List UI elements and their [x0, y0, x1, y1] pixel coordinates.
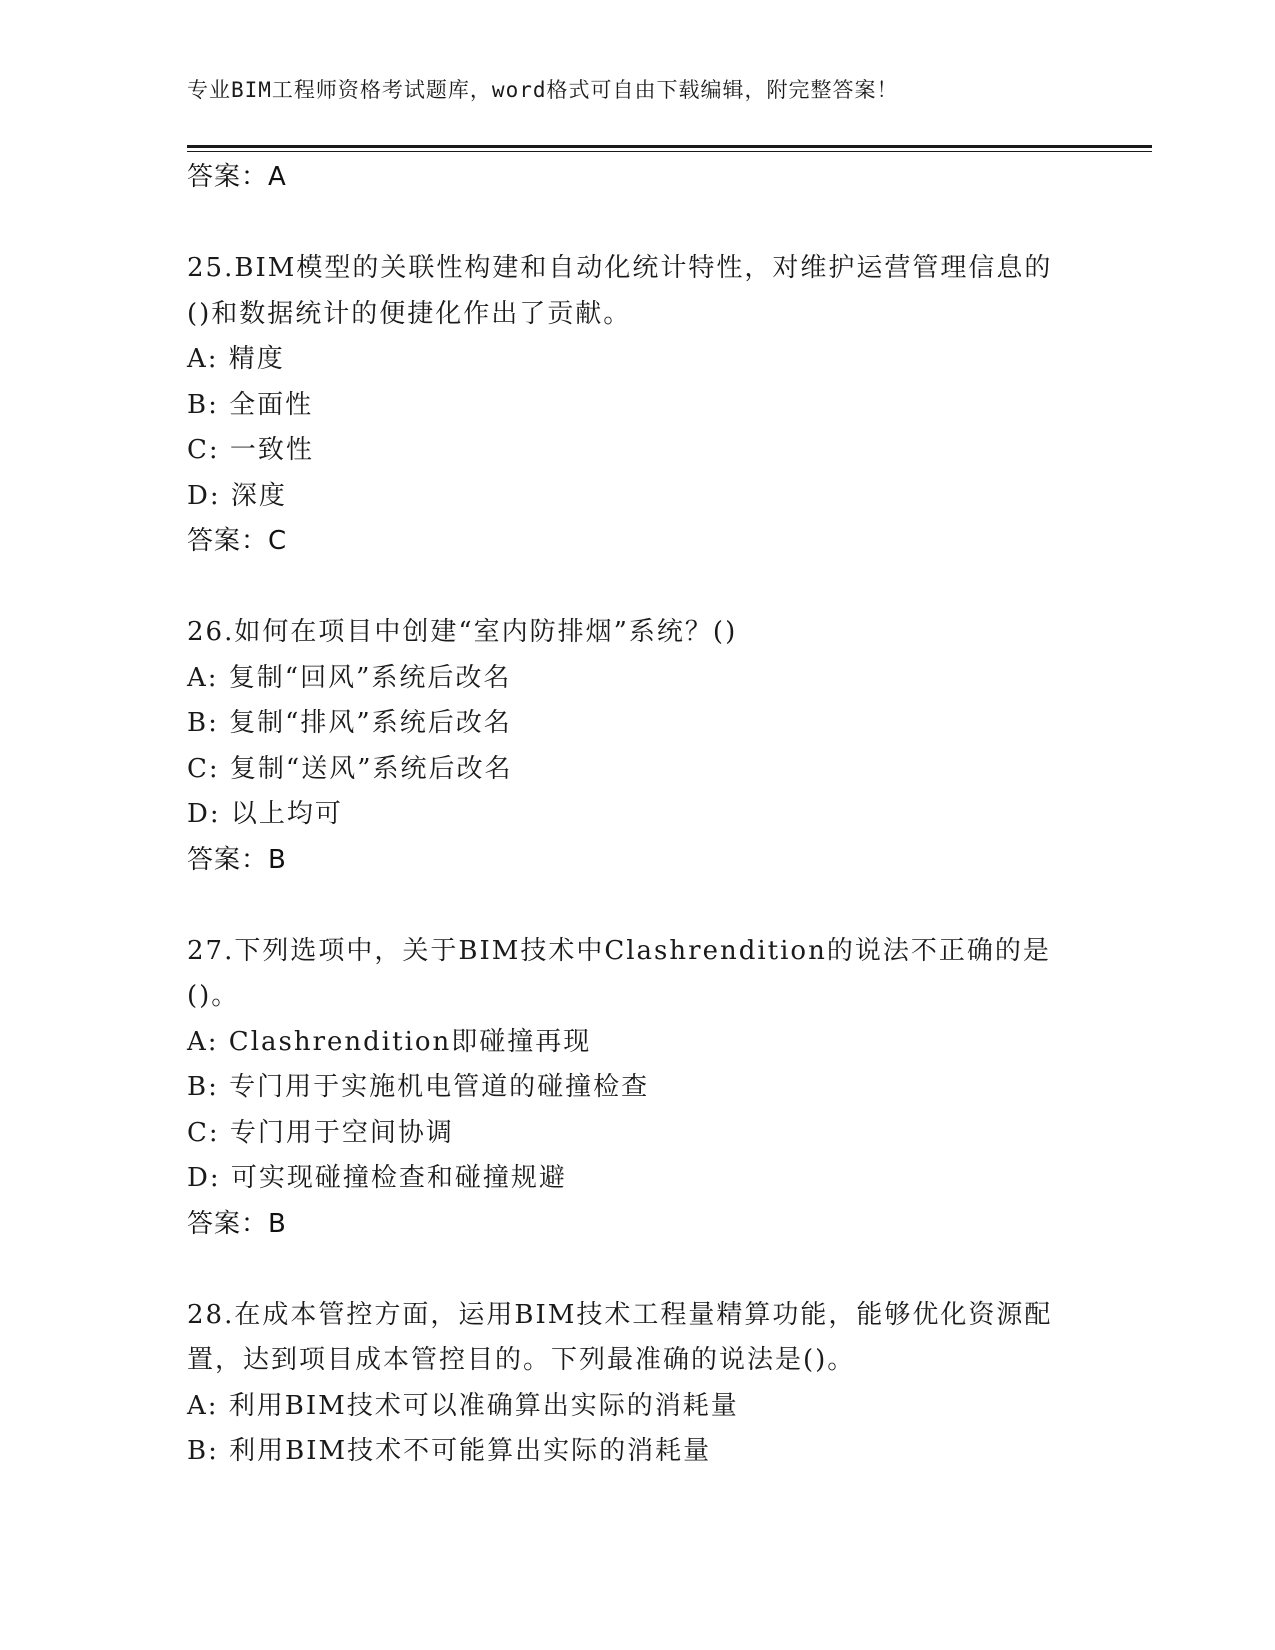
answer-line: 答案：B	[187, 1208, 287, 1239]
answer-line: 答案：B	[187, 844, 287, 875]
option-b: B: 复制“排风”系统后改名	[187, 708, 512, 738]
question-item	[187, 246, 1087, 565]
option-a: A: 复制“回风”系统后改名	[187, 662, 512, 693]
option-b: B: 全面性	[187, 389, 314, 420]
header-rule-thick	[187, 145, 1152, 148]
question-item	[187, 1293, 1087, 1475]
answer-line: 答案：A	[187, 162, 287, 192]
question-stem: 27.下列选项中，关于BIM技术中Clashrendition的说法不正确的是	[187, 935, 1051, 966]
option-c: C: 专门用于空间协调	[187, 1117, 454, 1148]
page-header: 专业BIM工程师资格考试题库，word格式可自由下载编辑，附完整答案！	[187, 78, 899, 102]
header-rule-thin	[187, 151, 1152, 152]
question-stem: 28.在成本管控方面，运用BIM技术工程量精算功能，能够优化资源配	[187, 1299, 1053, 1330]
option-c: C: 复制“送风”系统后改名	[187, 753, 513, 784]
option-a: A: 精度	[187, 344, 285, 374]
question-stem: ()和数据统计的便捷化作出了贡献。	[187, 298, 632, 329]
answer-line: 答案：C	[187, 526, 288, 556]
question-item	[187, 610, 1087, 883]
option-a: A: 利用BIM技术可以准确算出实际的消耗量	[187, 1390, 739, 1421]
question-stem: 25.BIM模型的关联性构建和自动化统计特性，对维护运营管理信息的	[187, 253, 1053, 283]
option-b: B: 专门用于实施机电管道的碰撞检查	[187, 1072, 650, 1102]
option-a: A: Clashrendition即碰撞再现	[187, 1026, 592, 1057]
option-c: C: 一致性	[187, 435, 314, 465]
question-stem: ()。	[187, 981, 240, 1011]
question-item	[187, 929, 1087, 1248]
option-d: D: 以上均可	[187, 799, 343, 829]
option-b: B: 利用BIM技术不可能算出实际的消耗量	[187, 1436, 712, 1466]
question-stem: 26.如何在项目中创建“室内防排烟”系统？()	[187, 617, 738, 647]
question-stem: 置，达到项目成本管控目的。下列最准确的说法是()。	[187, 1345, 856, 1375]
question-list	[187, 155, 1087, 1475]
option-d: D: 深度	[187, 480, 287, 511]
option-d: D: 可实现碰撞检查和碰撞规避	[187, 1163, 567, 1193]
